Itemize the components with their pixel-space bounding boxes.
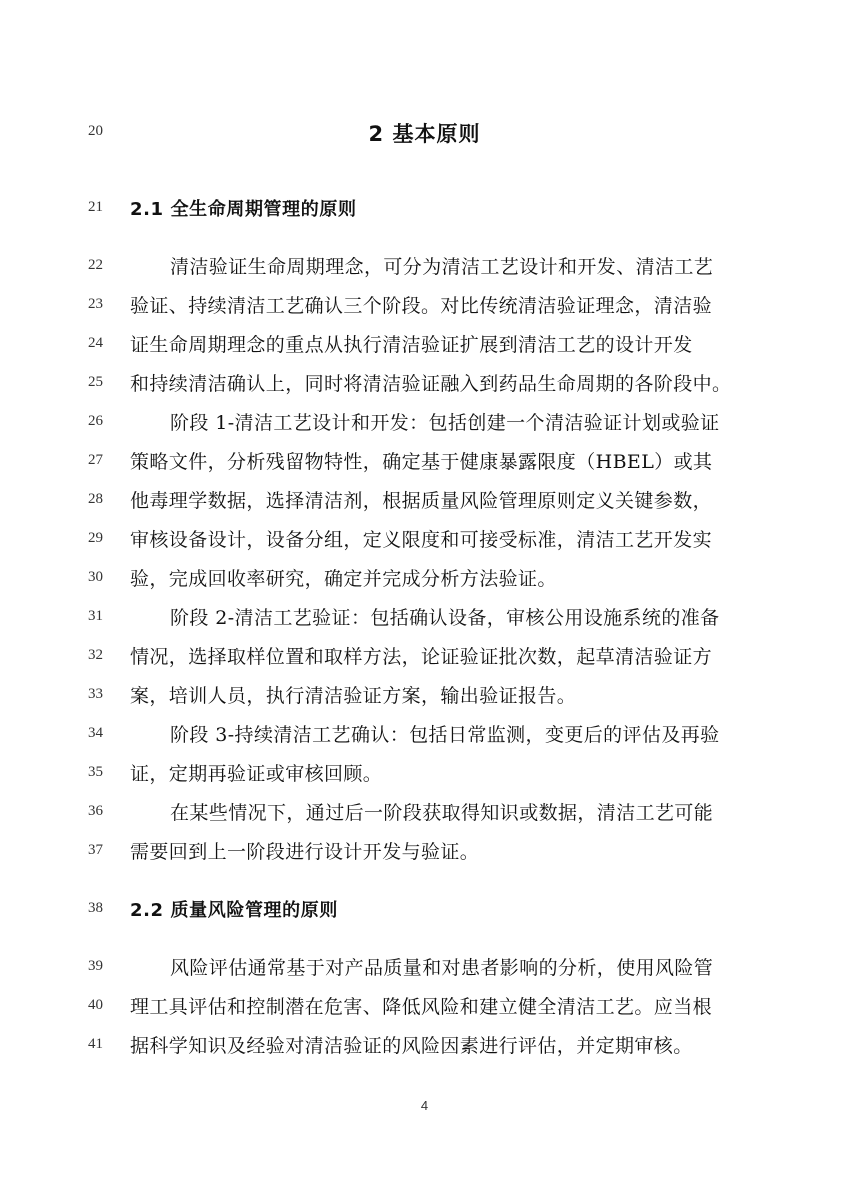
line-number: 27 [88,452,103,468]
body-line: 情况，选择取样位置和取样方法，论证验证批次数，起草清洁验证方 [130,646,713,668]
line-number: 26 [88,413,103,429]
body-line: 验证、持续清洁工艺确认三个阶段。对比传统清洁验证理念，清洁验 [130,295,713,317]
line-number: 30 [88,569,103,585]
line-number: 31 [88,608,103,624]
line-number: 29 [88,530,103,546]
body-line: 在某些情况下，通过后一阶段获取得知识或数据，清洁工艺可能 [170,802,714,824]
body-line: 阶段 1-清洁工艺设计和开发：包括创建一个清洁验证计划或验证 [170,412,720,434]
line-number: 41 [88,1036,103,1052]
section-heading: 2.2 质量风险管理的原则 [130,900,338,921]
line-number: 28 [88,491,103,507]
body-line: 理工具评估和控制潜在危害、降低风险和建立健全清洁工艺。应当根 [130,996,713,1018]
line-number: 33 [88,686,103,702]
line-number: 24 [88,335,103,351]
body-line: 证生命周期理念的重点从执行清洁验证扩展到清洁工艺的设计开发 [130,334,693,356]
line-number: 36 [88,803,103,819]
line-number: 20 [88,123,103,139]
page-number: 4 [420,1098,429,1113]
line-number: 21 [88,199,103,215]
body-line: 阶段 3-持续清洁工艺确认：包括日常监测，变更后的评估及再验 [170,724,720,746]
body-line: 他毒理学数据，选择清洁剂，根据质量风险管理原则定义关键参数， [130,490,713,512]
line-number: 32 [88,647,103,663]
line-number: 35 [88,764,103,780]
body-line: 策略文件，分析残留物特性，确定基于健康暴露限度（HBEL）或其 [130,451,713,473]
body-line: 阶段 2-清洁工艺验证：包括确认设备，审核公用设施系统的准备 [170,607,720,629]
chapter-heading: 2 基本原则 [368,122,481,146]
body-line: 证，定期再验证或审核回顾。 [130,763,383,785]
body-line: 验，完成回收率研究，确定并完成分析方法验证。 [130,568,557,590]
line-number: 39 [88,958,103,974]
line-number: 34 [88,725,103,741]
body-line: 据科学知识及经验对清洁验证的风险因素进行评估，并定期审核。 [130,1035,693,1057]
line-number: 38 [88,900,103,916]
body-line: 案，培训人员，执行清洁验证方案，输出验证报告。 [130,685,577,707]
line-number: 23 [88,296,103,312]
line-number: 40 [88,997,103,1013]
body-line: 和持续清洁确认上，同时将清洁验证融入到药品生命周期的各阶段中。 [130,373,732,395]
section-heading: 2.1 全生命周期管理的原则 [130,199,357,220]
line-number: 37 [88,842,103,858]
line-number: 25 [88,374,103,390]
body-line: 风险评估通常基于对产品质量和对患者影响的分析，使用风险管 [170,957,714,979]
body-line: 清洁验证生命周期理念，可分为清洁工艺设计和开发、清洁工艺 [170,256,714,278]
body-line: 审核设备设计，设备分组，定义限度和可接受标准，清洁工艺开发实 [130,529,713,551]
line-number: 22 [88,257,103,273]
body-line: 需要回到上一阶段进行设计开发与验证。 [130,841,480,863]
